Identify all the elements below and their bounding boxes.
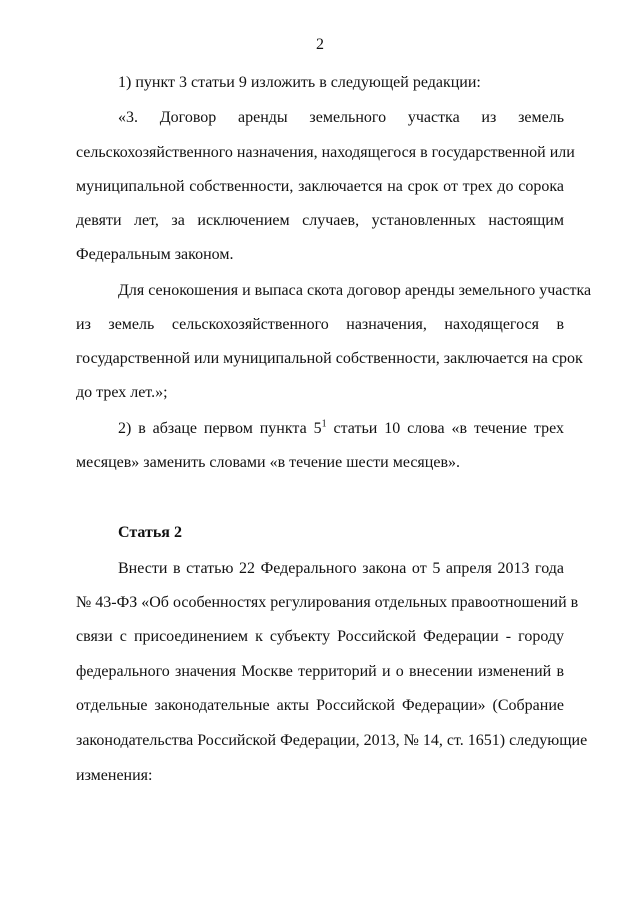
amendment-item-2-line-1 xyxy=(118,419,564,439)
article-2-heading: Статья 2 xyxy=(118,524,182,541)
article-2-line-6: законодательства Российской Федерации, 2013, № 14, ст. 1651) следующие xyxy=(76,732,588,749)
paragraph-2-line-1: Для сенокошения и выпаса скота договор аренды земельного участка xyxy=(118,282,592,299)
paragraph-2-line-4: до трех лет.»; xyxy=(76,384,168,401)
superscript-index: 1 xyxy=(321,418,327,430)
article-2-line-5: отдельные законодательные акты Российской Федерации» (Собрание xyxy=(76,697,564,714)
quote-line-2: сельскохозяйственного назначения, находящегося в государственной или xyxy=(76,144,575,161)
page-number: 2 xyxy=(316,36,324,53)
article-2-line-3: связи с присоединением к субъекту Российской Федерации - городу xyxy=(76,628,564,645)
paragraph-2-line-3: государственной или муниципальной собственности, заключается на срок xyxy=(76,350,583,367)
paragraph-2-line-2: из земель сельскохозяйственного назначения, находящегося в xyxy=(76,316,564,333)
amendment-item-2-text-b: статьи 10 слова «в течение трех xyxy=(326,420,564,437)
quote-line-4: девяти лет, за исключением случаев, установленных настоящим xyxy=(76,212,564,229)
quote-line-3: муниципальной собственности, заключается на срок от трех до сорока xyxy=(76,178,564,195)
article-2-line-2: № 43-ФЗ «Об особенностях регулирования отдельных правоотношений в xyxy=(76,594,579,611)
amendment-item-2-line-2: месяцев» заменить словами «в течение шести месяцев». xyxy=(76,454,460,471)
quote-line-1: «3. Договор аренды земельного участка из земель xyxy=(118,109,564,126)
quote-line-5: Федеральным законом. xyxy=(76,246,234,263)
article-2-line-1: Внести в статью 22 Федерального закона от 5 апреля 2013 года xyxy=(118,560,564,577)
amendment-item-2-text-a: 2) в абзаце первом пункта 5 xyxy=(118,420,322,437)
amendment-item-1-intro: 1) пункт 3 статьи 9 изложить в следующей редакции: xyxy=(118,74,481,91)
article-2-line-4: федерального значения Москве территорий и о внесении изменений в xyxy=(76,663,564,680)
article-2-line-7: изменения: xyxy=(76,767,153,784)
